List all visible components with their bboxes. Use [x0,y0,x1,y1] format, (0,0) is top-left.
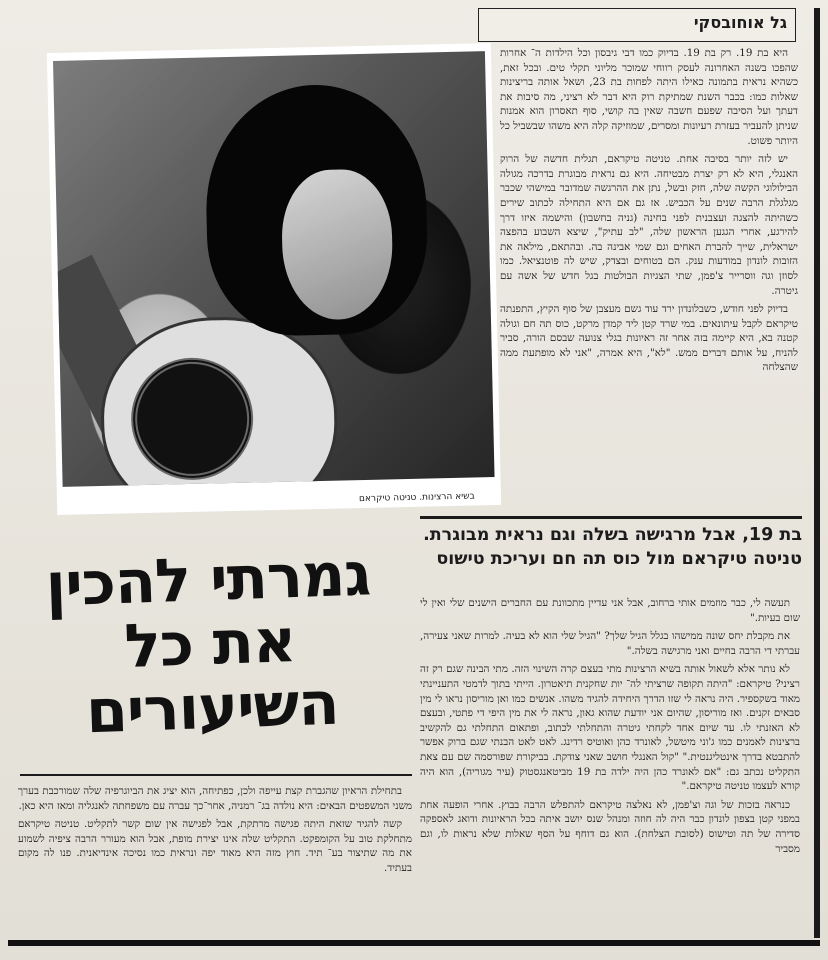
paragraph: היא בת 19. רק בת 19. בדיוק כמו דבי גיבסון וכל הילדות ה־ אחרות שהפכו בשנה האחרונה לעסק רווחי שמוכר מליוני תקלי טים. ובכל זאת, כשהיא נראית בתמונה כאילו היתה לפחות בת 23, ושאל אותה בריצינות שאלות כמו: בכבר השנת שמתיקת רוק היא דבר לא רציני, מה סיבות את דעתך ועל הסיבה שפעם חשבה שאין בה קושי, סוף תאסרון הוא אמנות שניתן להעביר בעזרת רעיונות ומסרים, שמוזיקה קלה היא משהו שבשביל כל היותר פשוט. [500,47,798,147]
right-vertical-rule [814,8,820,938]
paragraph: את מקבלת יחס שונה ממישהו בגלל הגיל שלך? "הגיל שלי הוא לא בעיה. למרות שאני צעירה, עברתי די הרבה בחיים ואני מרגישה בשלה." [420,630,800,657]
paragraph: יש לזה יותר בסיבה אחת. טניטה טיקראם, תגלית חדשה של הרוק האנגלי, היא לא רק יצרת מבטיחה. היא גם נראית מבוגרת בדרכה מגולה הבילולוגי הקשה שלה, חזק ובשל, נתן את ההרגשה שמדובר במישהי שכבר מגלגלת הרבה שנים על הכביש. אז גם אם היא התחילה לכתוב שירים כשהיתה להצגה ועצבנית לפני בחינה (גניה בחשבון) והישמה איזו דרך להירגע, אחרי הגגען הראשון שלה, "לב עתיק", שיצא השבוע בהפצה ישראלית, שייך להברת האחים וגם שמי אבינה בה. ובהתאם, מילאה את הזובות לונדון במודעות ענק. הם בטוחים ובצדק, שיש לה פוטנציאל. כמו לסוזן וגה ווסרייר צ'פמן, שתי הצגיות הבולטות בגל חדש של אשה עם גיטרה. [500,153,798,297]
bottom-rule [8,940,820,946]
article-column-top [500,46,798,476]
byline: גל אוחובסקי [693,13,787,32]
paragraph: קשה להגיד שזאת היתה פגישה מרתקת, אבל לפגישה אין שום קשר לתקליט. טניטה טיקראם מתחלקת טוב על הקומפקט. התקליט שלה אינו יצירת מופת, אבל הוא מעורר הרבה ציפיה לשמוע את מה שתיצור בע־ תיד. חוץ מזה היא מאוד יפה ונראית כמו נסיכה אינדיאנית. פנו לה מקום בעתיד. [18,818,412,874]
article-column-middle [420,596,800,936]
headline: גמרתי להכין את כל השיעורים [44,539,372,748]
article-column-bottom [18,784,412,934]
photo-caption: בשיא הרצינות. טניטה טיקראם [358,491,475,505]
subheadline-line: טניטה טיקראם מול כוס תה חם ועריכת טישוס [436,549,802,569]
artist-photo [53,51,495,487]
photo-frame [47,43,501,515]
paragraph: תעשה לי, כבר מוזמים אותי ברחוב, אבל אני עדיין מתכוונת עם החברים הישנים שלי ואין לי שום בעיות." [420,597,800,624]
divider [20,774,412,776]
paragraph: כנראה בזכות של וגה וצ'פמן, לא נאלצה טיקראם להתפלש הרבה בבוץ. אחרי הופעה אחת במפני קטן בצפון לונדון כבר היה לה חוזה ומנהל שנס יושב איתה בכל הראיונות ודואג לאספקה סדירה של תה וטישוס (לסובת הצלחת). הוא גם דוחף על הסף שאלות שלא נראות לו, וגם מסביר [420,798,800,855]
paragraph: בדיוק לפני חודש, כשבלונדון ירד עוד גשם מעצבן של סוף הקיץ, התפנתה טיקראם לקבל עיתונאים. במי שרד קטן ליד קמדן מרקט, כוס תה חם וגולה קטנה בא, היא קיימה בזה אחר זה ראיונות בגלי צנועה שבסם הורה, סביר להניח, על אותם דברים ממש. "לא", היא אמרה, "אני לא מופתעת ממה שהצלחה [500,303,798,374]
paragraph: בתחילת הראיון שהגברת קצת עייפה ולכן, כפתיחה, הוא יציג את הביוגרפיה שלה שמורכבת בערך משני המשפטים הבאים: היא נולדה בג־ רמניה, אחר־כך עברה עם משפחתה לאנגליה ומאז היא כאן. [18,785,412,812]
paragraph: לא נותר אלא לשאול אותה בשיא הרצינות מתי בעצם קרה השינוי הזה. מתי הבינה שגם רק זה רציני? טיקראם: "היתה תקופה שרציתי לה־ יות שחקנית תיאטרון. הייתי בתוך לדמטי התעניינתי מאוד בשקספיר. היה נראה לי שזו הדרך היחידה להגיד משהו. אנשים כמו ואן מוריסון נראו לי מין סבאים זקנים. ואז מוריסון, שהיום אני יודעת שהוא גאון, נראה לי את מין היפי די פתטי, ובעצם לא האזנתי לו. עד שיום אחד לקחתי גיטרה והתחלתי לכתוב, ופתאום התחלתי גם להקשיב ברצינות לאמנים כמו ג'וני מיטשל, לאונרד כהן ואוטיס רדינג. לאט לאט הבנתי שגם ברוק אפשר להתבטא בדרך אינטליגנטית." "קול האנגלי חושב שאני צודקת. בביקורת שפורסמה שם עם צאת התקליט נכתב גם: "אם לאונרד כהן היה ילדה בת 19 מביטאנגסטוק (עיר מגוריה), הוא היה קורא לעצמו טניטה טיקראם." [420,663,800,793]
byline-box [478,8,796,42]
subheadline [420,516,802,571]
subheadline-line: בת 19, אבל מרגישה בשלה וגם נראית מבוגרת. [423,525,802,545]
